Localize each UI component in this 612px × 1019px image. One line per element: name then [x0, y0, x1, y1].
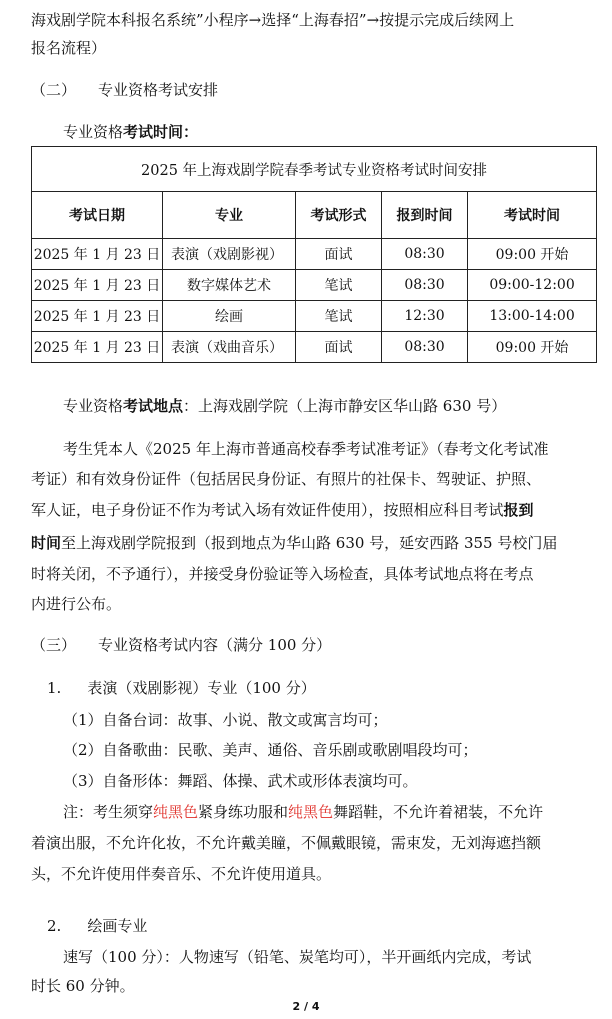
cell-format: 面试 — [296, 332, 382, 363]
notice-line-3: 军人证，电子身份证不作为考试入场有效证件使用），按照相应科目考试报到 — [31, 501, 534, 519]
item-1-heading: 1. 表演（戏剧影视）专业（100 分） — [47, 679, 316, 697]
cell-major: 表演（戏剧影视） — [163, 239, 296, 270]
notice-line-2: 考证）和有效身份证件（包括居民身份证、有照片的社保卡、驾驶证、护照、 — [31, 470, 542, 488]
item-2-line-1: 速写（100 分）：人物速写（铅笔、炭笔均可），半开画纸内完成，考试 — [63, 948, 532, 966]
cell-major: 绘画 — [163, 301, 296, 332]
exam-time-label: 专业资格考试时间： — [63, 123, 199, 141]
cell-exam-time: 09:00 开始 — [468, 332, 597, 363]
item-1-sub-3: （3）自备形体：舞蹈、体操、武术或形体表演均可。 — [63, 772, 418, 790]
item-2-line-2: 时长 60 分钟。 — [31, 977, 135, 995]
item-1-note-line-1: 注：考生须穿纯黑色紧身练功服和纯黑色舞蹈鞋，不允许着裙装，不允许 — [63, 803, 544, 821]
item-2-heading: 2. 绘画专业 — [47, 917, 148, 935]
table-row — [32, 332, 597, 363]
item-1-note-line-3: 头，不允许使用伴奏音乐、不允许使用道具。 — [31, 865, 332, 883]
cell-checkin: 08:30 — [382, 239, 468, 270]
cell-exam-time: 13:00-14:00 — [468, 301, 597, 332]
cell-checkin: 08:30 — [382, 270, 468, 301]
column-header-exam-time: 考试时间 — [468, 192, 597, 239]
cell-exam-time: 09:00-12:00 — [468, 270, 597, 301]
table-row — [32, 239, 597, 270]
intro-line-1: 海戏剧学院本科报名系统”小程序→选择“上海春招”→按提示完成后续网上 — [31, 11, 515, 29]
cell-date: 2025 年 1 月 23 日 — [32, 301, 163, 332]
item-1-sub-2: （2）自备歌曲：民歌、美声、通俗、音乐剧或歌剧唱段均可； — [63, 741, 478, 759]
exam-location: 专业资格考试地点：上海戏剧学院（上海市静安区华山路 630 号） — [63, 397, 507, 415]
section-3-heading — [31, 633, 331, 657]
column-header-major: 专业 — [163, 192, 296, 239]
notice-line-1: 考生凭本人《2025 年上海市普通高校春季考试准考证》（春考文化考试准 — [63, 440, 549, 458]
cell-format: 笔试 — [296, 301, 382, 332]
section-2-title: 专业资格考试安排 — [98, 81, 219, 99]
cell-date: 2025 年 1 月 23 日 — [32, 332, 163, 363]
cell-date: 2025 年 1 月 23 日 — [32, 270, 163, 301]
cell-major: 表演（戏曲音乐） — [163, 332, 296, 363]
column-header-date: 考试日期 — [32, 192, 163, 239]
item-1-sub-1: （1）自备台词：故事、小说、散文或寓言均可； — [63, 711, 388, 729]
intro-line-2: 报名流程） — [31, 39, 107, 57]
column-header-checkin: 报到时间 — [382, 192, 468, 239]
notice-line-6: 内进行公布。 — [31, 595, 122, 613]
table-title: 2025 年上海戏剧学院春季考试专业资格考试时间安排 — [32, 147, 597, 192]
cell-exam-time: 09:00 开始 — [468, 239, 597, 270]
section-3-title: 专业资格考试内容（满分 100 分） — [98, 636, 332, 654]
section-2-number: （二） — [31, 81, 77, 99]
cell-date: 2025 年 1 月 23 日 — [32, 239, 163, 270]
cell-major: 数字媒体艺术 — [163, 270, 296, 301]
cell-format: 面试 — [296, 239, 382, 270]
section-3-number: （三） — [31, 636, 77, 654]
notice-line-5: 时将关闭，不予通行），并接受身份验证等入场检查，具体考试地点将在考点 — [31, 565, 534, 583]
item-1-note-line-2: 着演出服，不允许化妆，不允许戴美瞳，不佩戴眼镜，需束发，无刘海遮挡额 — [31, 834, 542, 852]
table-row — [32, 301, 597, 332]
column-header-format: 考试形式 — [296, 192, 382, 239]
notice-line-4: 时间至上海戏剧学院报到（报到地点为华山路 630 号，延安西路 355 号校门届 — [31, 534, 558, 552]
cell-format: 笔试 — [296, 270, 382, 301]
exam-schedule-table — [31, 146, 597, 363]
cell-checkin: 08:30 — [382, 332, 468, 363]
cell-checkin: 12:30 — [382, 301, 468, 332]
page-number: 2 / 4 — [292, 1000, 320, 1013]
section-2-heading — [31, 78, 218, 102]
table-row — [32, 270, 597, 301]
